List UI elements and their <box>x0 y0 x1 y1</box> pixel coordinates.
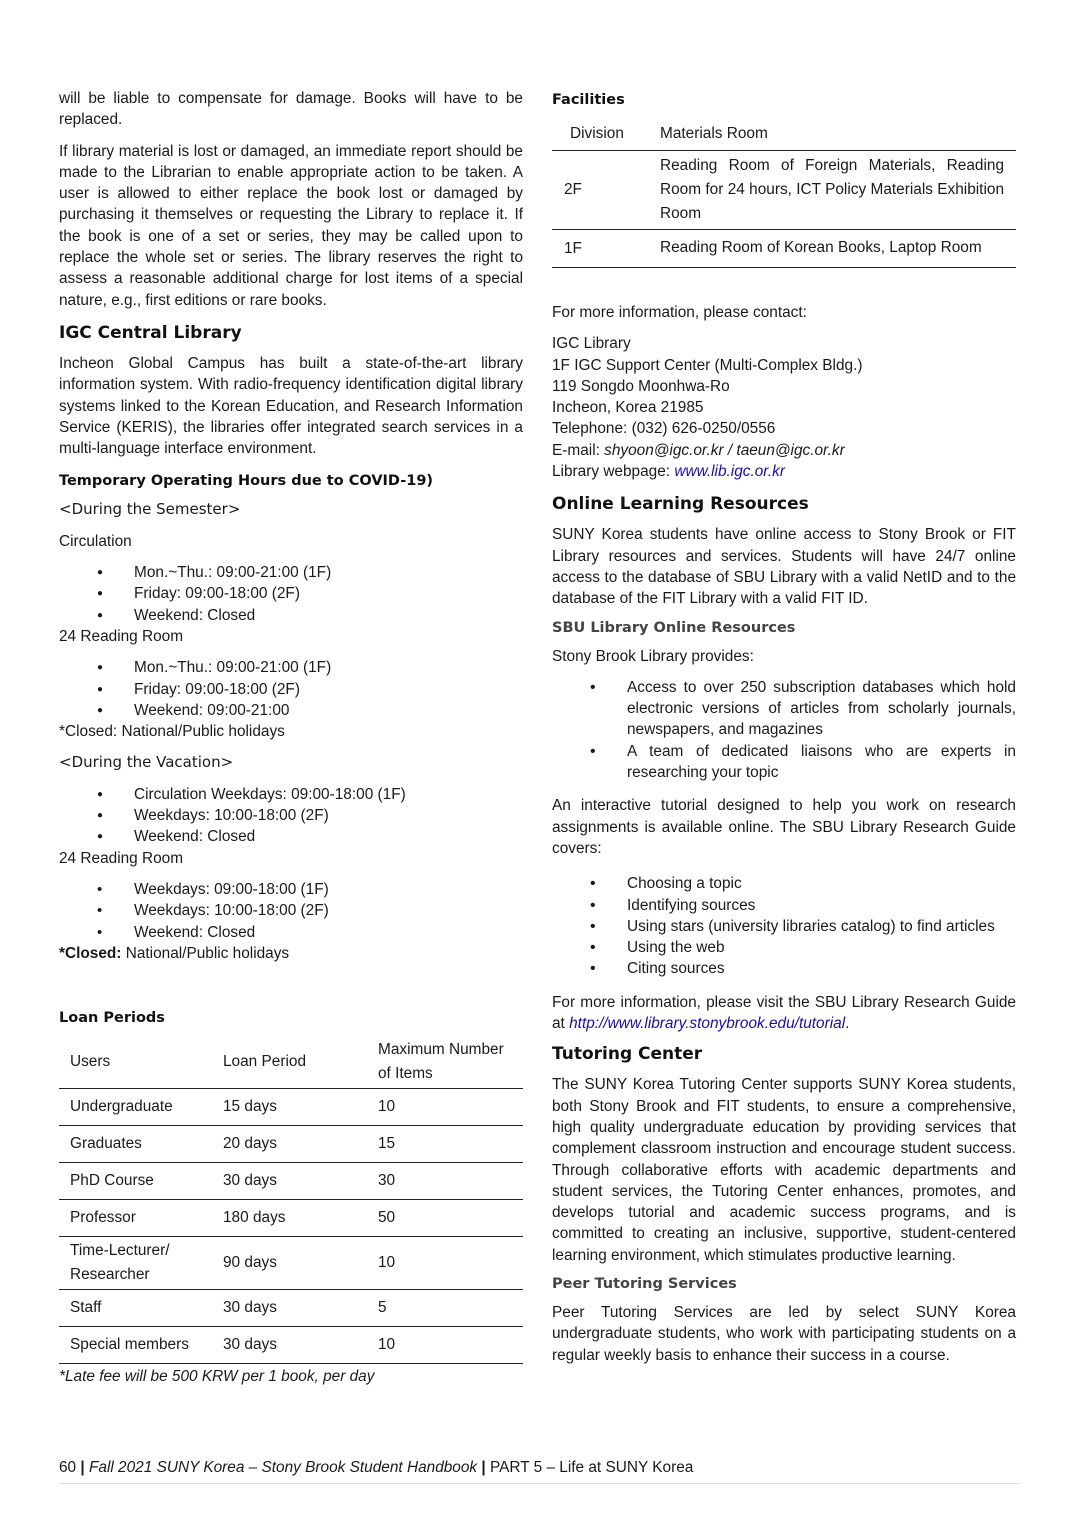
column-header: Division <box>552 114 648 151</box>
contact-line: Telephone: (032) 626-0250/0556 <box>552 420 776 438</box>
closed-bold-label: *Closed: <box>59 944 122 962</box>
table-cell: 10 <box>367 1089 523 1126</box>
operating-hours-heading: Temporary Operating Hours due to COVID-19) <box>59 473 434 490</box>
contact-line: 1F IGC Support Center (Multi-Complex Bldg.) <box>552 356 863 374</box>
list-item: ● Friday: 09:00-18:00 (2F) <box>59 679 523 700</box>
page-footer <box>59 1459 1019 1484</box>
table-row <box>59 1327 523 1364</box>
contact-block <box>552 333 1016 482</box>
email-label: E-mail: <box>552 441 605 459</box>
column-header: Users <box>59 1036 212 1089</box>
table-cell: PhD Course <box>59 1163 212 1200</box>
list-item: ● Weekend: Closed <box>59 605 523 626</box>
table-cell: 30 days <box>212 1290 367 1327</box>
vacation-reading-list <box>59 879 523 943</box>
vacation-label: <During the Vacation> <box>59 753 234 772</box>
reading-room-label: 24 Reading Room <box>59 627 184 645</box>
email-line <box>552 440 1016 461</box>
table-cell: 15 days <box>212 1089 367 1126</box>
table-cell: 10 <box>367 1327 523 1364</box>
loan-periods-heading: Loan Periods <box>59 1010 165 1027</box>
email-value: shyoon@igc.or.kr / taeun@igc.or.kr <box>604 441 845 459</box>
contact-line: IGC Library <box>552 335 631 353</box>
part-title: PART 5 – Life at SUNY Korea <box>489 1459 694 1476</box>
list-item: • Weekdays: 10:00-18:00 (2F) <box>59 900 523 921</box>
closed-note: *Closed: National/Public holidays <box>59 723 285 741</box>
list-item: ● Mon.~Thu.: 09:00-21:00 (1F) <box>59 562 523 583</box>
facilities-table <box>552 114 1016 268</box>
table-cell: 50 <box>367 1200 523 1237</box>
footer-separator: | <box>76 1459 89 1476</box>
reading-room-label-2: 24 Reading Room <box>59 849 184 867</box>
list-item: ● Weekend: 09:00-21:00 <box>59 700 523 721</box>
semester-label: <During the Semester> <box>59 500 241 519</box>
column-header: Loan Period <box>212 1036 367 1089</box>
table-row <box>59 1126 523 1163</box>
semester-reading-list <box>59 657 523 721</box>
list-item: ● Circulation Weekdays: 09:00-18:00 (1F) <box>59 784 523 805</box>
table-cell: 30 <box>367 1163 523 1200</box>
list-item: ● Weekend: Closed <box>59 826 523 847</box>
sbu-resources-list <box>552 677 1016 783</box>
contact-intro: For more information, please contact: <box>552 304 807 321</box>
table-cell: 1F <box>552 230 648 268</box>
list-item: • Choosing a topic <box>552 873 1016 894</box>
peer-tutoring-heading: Peer Tutoring Services <box>552 1275 737 1292</box>
page-number: 60 <box>59 1459 77 1476</box>
table-cell: 180 days <box>212 1200 367 1237</box>
table-cell: 90 days <box>212 1237 367 1290</box>
tutoring-center-heading: Tutoring Center <box>552 1044 703 1065</box>
left-column <box>59 88 523 1387</box>
table-cell: 30 days <box>212 1163 367 1200</box>
list-item: • Identifying sources <box>552 895 1016 916</box>
list-item: • Access to over 250 subscription databases which hold electronic versions of articles from scholarly journals, newspapers, and magazines <box>552 677 1016 741</box>
late-fee-note: *Late fee will be 500 KRW per 1 book, per day <box>59 1368 375 1386</box>
closed-note-text: National/Public holidays <box>121 944 290 962</box>
list-item: ● Friday: 09:00-18:00 (2F) <box>59 583 523 604</box>
online-learning-paragraph: SUNY Korea students have online access to Stony Brook or FIT Library resources and services. Students will have 24/7 online access to the database of SBU Library with a valid NetID and to the database of the FIT Library with a valid FIT ID. <box>552 526 1016 608</box>
intro-paragraph-1: will be liable to compensate for damage. Books will have to be replaced. <box>59 90 523 129</box>
online-learning-heading: Online Learning Resources <box>552 494 809 515</box>
semester-circulation-list <box>59 562 523 626</box>
research-guide-link[interactable]: http://www.library.stonybrook.edu/tutorial <box>569 1015 846 1033</box>
sbu-provides-text: Stony Brook Library provides: <box>552 647 754 665</box>
intro-paragraph-2: If library material is lost or damaged, an immediate report should be made to the Librarian to enable appropriate action to be taken. A user is allowed to either replace the book lost or damaged by purchasing it themselves or requesting the Library to replace it. If the book is one of a set or series, they may be called upon to replace the whole set or series. The library reserves the right to assess a reasonable additional charge for lost items of a special nature, e.g., first editions or rare books. <box>59 142 523 309</box>
column-header: Materials Room <box>648 114 1016 151</box>
closed-note-2 <box>59 943 523 964</box>
table-row <box>59 1163 523 1200</box>
list-item: • Citing sources <box>552 958 1016 979</box>
vacation-circulation-list <box>59 784 523 848</box>
list-item: ● Weekdays: 10:00-18:00 (2F) <box>59 805 523 826</box>
table-cell: Undergraduate <box>59 1089 212 1126</box>
table-cell: Reading Room of Foreign Materials, Reading Room for 24 hours, ICT Policy Materials Exhibition Room <box>648 151 1016 230</box>
igc-library-heading: IGC Central Library <box>59 322 242 343</box>
table-row <box>59 1089 523 1126</box>
table-cell: 20 days <box>212 1126 367 1163</box>
table-header-row <box>552 114 1016 151</box>
column-header: Maximum Number of Items <box>367 1036 523 1089</box>
research-guide-end: . <box>845 1015 850 1033</box>
table-cell: 5 <box>367 1290 523 1327</box>
research-guide-list <box>552 873 1016 979</box>
table-row <box>59 1237 523 1290</box>
table-cell: Staff <box>59 1290 212 1327</box>
handbook-title: Fall 2021 SUNY Korea – Stony Brook Student Handbook <box>88 1459 478 1476</box>
table-cell: Reading Room of Korean Books, Laptop Room <box>648 230 1016 268</box>
list-item: • Weekend: Closed <box>59 922 523 943</box>
table-row <box>552 230 1016 268</box>
loan-periods-table <box>59 1036 523 1364</box>
table-cell: Time-Lecturer/ Researcher <box>59 1237 212 1290</box>
facilities-heading: Facilities <box>552 92 625 108</box>
list-item: • Using the web <box>552 937 1016 958</box>
right-column <box>552 88 1016 1376</box>
table-row <box>59 1290 523 1327</box>
library-webpage-link[interactable]: www.lib.igc.or.kr <box>674 463 785 481</box>
table-cell: Graduates <box>59 1126 212 1163</box>
list-item: • Using stars (university libraries catalog) to find articles <box>552 916 1016 937</box>
sbu-resources-heading: SBU Library Online Resources <box>552 619 796 636</box>
list-item: • A team of dedicated liaisons who are experts in researching your topic <box>552 741 1016 784</box>
igc-library-paragraph: Incheon Global Campus has built a state-of-the-art library information system. With radio-frequency identification digital library systems linked to the Korean Education, and Research Information Service (KERIS), the libraries offer integrated search services in a multi-language interface environment. <box>59 354 523 458</box>
table-cell: Professor <box>59 1200 212 1237</box>
webpage-line <box>552 461 1016 482</box>
research-guide-more <box>552 992 1016 1035</box>
peer-tutoring-paragraph: Peer Tutoring Services are led by select SUNY Korea undergraduate students, who work with participating students on a regular weekly basis to enhance their success in a course. <box>552 1303 1016 1364</box>
list-item: ● Mon.~Thu.: 09:00-21:00 (1F) <box>59 657 523 678</box>
tutorial-paragraph: An interactive tutorial designed to help you work on research assignments is available online. The SBU Library Research Guide covers: <box>552 797 1016 857</box>
table-cell: 15 <box>367 1126 523 1163</box>
table-cell: 2F <box>552 151 648 230</box>
table-header-row <box>59 1036 523 1089</box>
contact-line: 119 Songdo Moonhwa-Ro <box>552 377 730 395</box>
list-item: • Weekdays: 09:00-18:00 (1F) <box>59 879 523 900</box>
table-row <box>59 1200 523 1237</box>
table-row <box>552 151 1016 230</box>
footer-separator: | <box>477 1459 490 1476</box>
research-guide-text: For more information, please visit the SBU Library Research Guide at <box>552 993 1016 1033</box>
table-cell: 10 <box>367 1237 523 1290</box>
contact-line: Incheon, Korea 21985 <box>552 399 704 417</box>
circulation-label: Circulation <box>59 532 132 550</box>
table-cell: Special members <box>59 1327 212 1364</box>
table-cell: 30 days <box>212 1327 367 1364</box>
webpage-label: Library webpage: <box>552 463 675 481</box>
tutoring-center-paragraph: The SUNY Korea Tutoring Center supports SUNY Korea students, both Stony Brook and FIT students, to ensure a comprehensive, high quality undergraduate education by providing services that complement classroom instruction and encourage student success. Through collaborative efforts with academic departments and student services, the Tutoring Center enhances, promotes, and develops tutorial and academic success programs, and is committed to creating an inclusive, supportive, student-centered learning environment, which stimulates productive learning. <box>552 1076 1016 1264</box>
